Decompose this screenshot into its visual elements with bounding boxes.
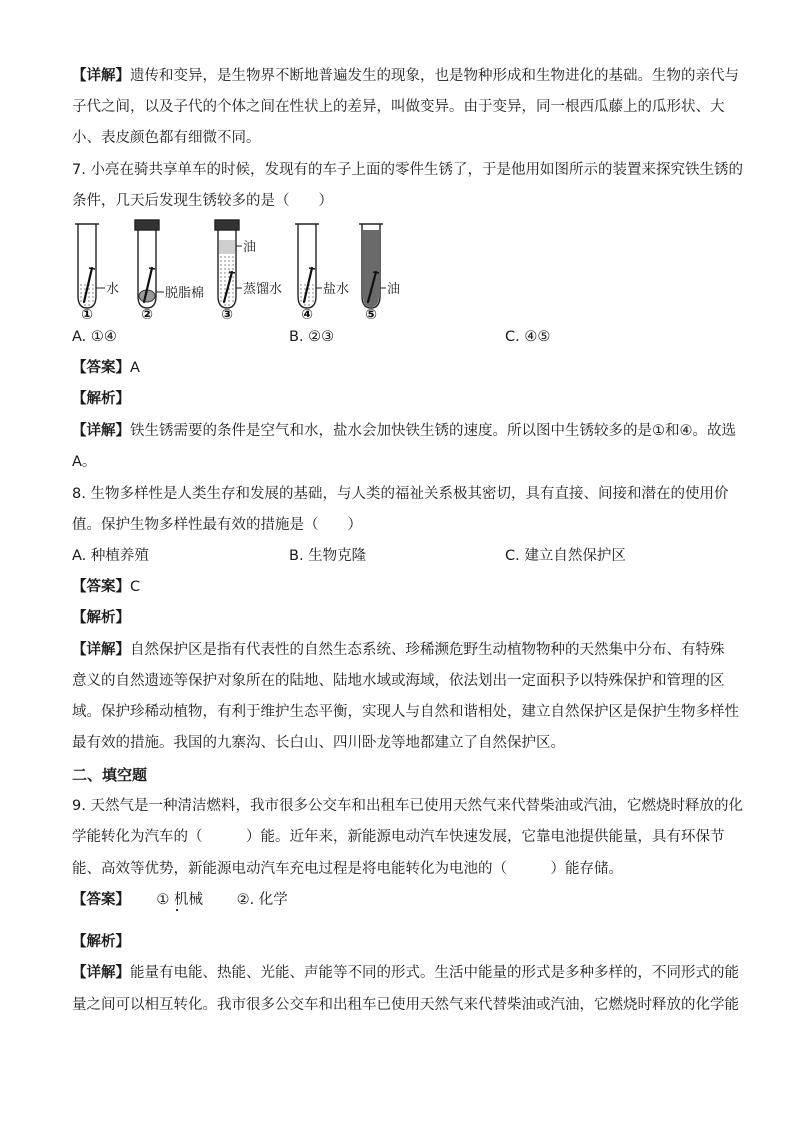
question-8-line (72, 515, 362, 535)
line-text: 8. 生物多样性是人类生存和发展的基础，与人类的福祉关系极其密切，具有直接、间接和潜在的使用价 (72, 486, 729, 502)
label-distilled-water: 蒸馏水 (243, 281, 283, 296)
bold-label: 【详解】 (72, 423, 130, 439)
test-tube-figure (72, 216, 412, 320)
bold-label: 【解析】 (72, 610, 130, 626)
paragraph-line (72, 671, 725, 691)
line-text: 自然保护区是指有代表性的自然生态系统、珍稀濒危野生动植物物种的天然集中分布、有特殊 (130, 642, 725, 658)
option-b: B. ②③ (289, 329, 335, 345)
paragraph-line (72, 995, 739, 1015)
line-text: 域。保护珍稀动植物，有利于维护生态平衡，实现人与自然和谐相处，建立自然保护区是保护生物多样性 (72, 704, 739, 720)
option-c: C. 建立自然保护区 (505, 548, 626, 564)
label-oil: 油 (243, 239, 257, 254)
line-text: 9. 天然气是一种清洁燃料，我市很多公交车和出租车已使用天然气来代替柴油或汽油，它燃烧时释放的化 (72, 798, 743, 814)
bold-label: 【解析】 (72, 934, 130, 950)
bold-label: 【答案】 (72, 892, 123, 908)
bold-label: 【答案】 (72, 579, 130, 595)
option-c: C. ④⑤ (505, 329, 551, 345)
tube-number: ③ (221, 307, 233, 320)
bold-label: 【答案】 (72, 360, 130, 376)
question-9-line (72, 859, 623, 879)
line-text: 意义的自然遗迹等保护对象所在的陆地、陆地水域或海域，依法划出一定面积予以特殊保护和管理的区 (72, 673, 725, 689)
question-9-line (72, 796, 743, 816)
line-text: 值。保护生物多样性最有效的措施是（ ） (72, 517, 362, 533)
label-cotton: 脱脂棉 (165, 285, 205, 300)
paragraph-line (72, 128, 261, 148)
option-b: B. 生物克隆 (289, 548, 367, 564)
line-text: 条件，几天后发现生锈较多的是（ ） (72, 193, 333, 209)
bold-label: 【详解】 (72, 68, 130, 84)
analysis-heading (72, 608, 130, 628)
bold-label: 二、填空题 (72, 766, 148, 784)
answer-line (72, 577, 140, 597)
paragraph-line (72, 963, 739, 983)
line-text: 遗传和变异，是生物界不断地普遍发生的现象，也是物种形成和生物进化的基础。生物的亲代与 (130, 68, 739, 84)
tube-number: ① (81, 307, 93, 320)
paragraph-line (72, 97, 725, 117)
line-text: 最有效的措施。我国的九寨沟、长白山、四川卧龙等地都建立了自然保护区。 (72, 735, 565, 751)
label-salt-water: 盐水 (323, 281, 350, 296)
line-text: 子代之间，以及子代的个体之间在性状上的差异，叫做变异。由于变异，同一根西瓜藤上的瓜形状、大 (72, 99, 725, 115)
line-text: A。 (72, 454, 97, 470)
line-text: 能量有电能、热能、光能、声能等不同的形式。生活中能量的形式是多种多样的，不同形式的能 (130, 965, 739, 981)
paragraph-line (72, 66, 739, 86)
label-water: 水 (106, 281, 120, 296)
line-text: A (130, 360, 140, 376)
line-text: 7. 小亮在骑共享单车的时候，发现有的车子上面的零件生锈了，于是他用如图所示的装置来探究铁生锈的 (72, 162, 743, 178)
tube-number: ④ (301, 307, 313, 320)
tube-number: ⑤ (365, 307, 377, 320)
question-8-line (72, 484, 728, 504)
line-text: 量之间可以相互转化。我市很多公交车和出租车已使用天然气来代替柴油或汽油，它燃烧时释放的化学能 (72, 997, 739, 1013)
stray-dot (176, 909, 178, 911)
line-text: C (130, 579, 141, 595)
answer-line (72, 890, 288, 910)
bold-label: 【解析】 (72, 391, 130, 407)
paragraph-line (72, 640, 725, 660)
paragraph-line (72, 452, 96, 472)
bold-label: 【详解】 (72, 642, 130, 658)
bold-label: 【详解】 (72, 965, 130, 981)
paragraph-line (72, 733, 565, 753)
paragraph-line (72, 702, 739, 722)
line-text: 能、高效等优势，新能源电动汽车充电过程是将电能转化为电池的（ ）能存储。 (72, 861, 623, 877)
question-7-line (72, 160, 743, 180)
analysis-heading (72, 932, 130, 952)
option-a: A. 种植养殖 (72, 548, 149, 564)
line-text: 学能转化为汽车的（ ）能。近年来，新能源电动汽车快速发展，它靠电池提供能量，具有环保节 (72, 829, 725, 845)
analysis-heading (72, 389, 130, 409)
question-7-line (72, 191, 333, 211)
line-text: 小、表皮颜色都有细微不同。 (72, 130, 261, 146)
option-a: A. ①④ (72, 329, 117, 345)
tube-number: ② (141, 307, 153, 320)
line-text: ① 机械 ②. 化学 (122, 892, 288, 908)
line-text: 铁生锈需要的条件是空气和水，盐水会加快铁生锈的速度。所以图中生锈较多的是①和④。故选 (130, 423, 736, 439)
paragraph-line (72, 421, 736, 441)
label-oil-5: 油 (387, 281, 401, 296)
section-heading (72, 765, 147, 785)
question-9-line (72, 827, 725, 847)
answer-line (72, 358, 140, 378)
